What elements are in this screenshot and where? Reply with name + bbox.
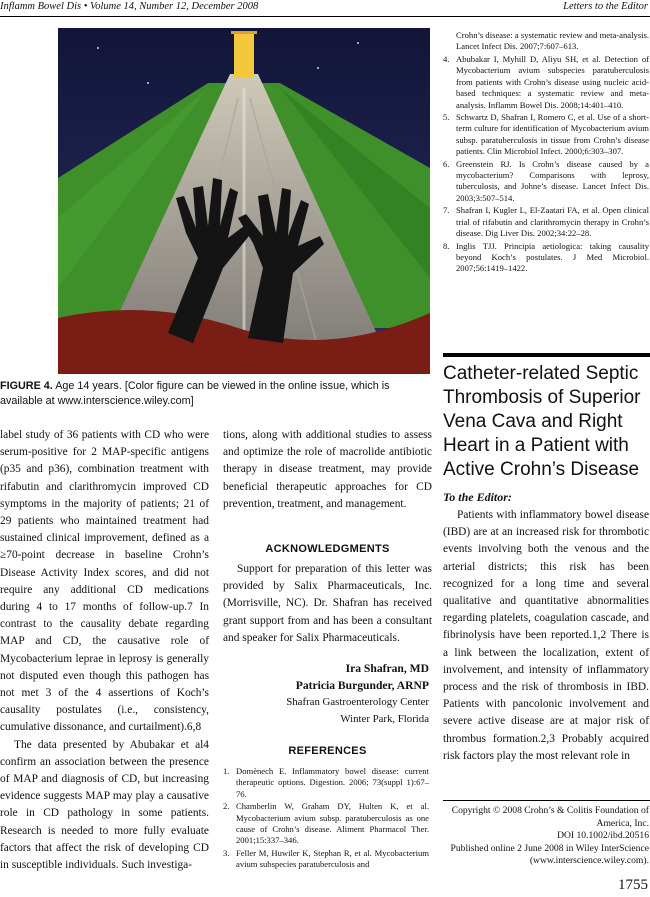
reference-item: 7. Shafran I, Kugler L, El-Zaatari FA, et al. Open clinical trial of rifabutin and clarithromycin therapy in Crohn’s disease. Dig Liver Dis. 2002;34:22–28. [443, 205, 649, 239]
reference-item: 6. Greenstein RJ. Is Crohn’s disease caused by a mycobacterium? Comparisons with leprosy, tuberculosis, and Johne’s disease. Lancet Infect Dis. 2003;3:507–514. [443, 158, 649, 203]
copyright-line: Copyright © 2008 Crohn’s & Colitis Foundation of America, Inc. [451, 805, 649, 829]
running-header-right: Letters to the Editor [563, 1, 648, 12]
article-title-rule [443, 353, 650, 357]
references-continued: Crohn’s disease: a systematic review and meta-analysis. Lancet Infect Dis. 2007;7:607–613. [456, 30, 649, 52]
author-1: Ira Shafran, MD [345, 662, 429, 675]
affiliation-2: Winter Park, Florida [340, 713, 429, 725]
to-the-editor: To the Editor: [443, 490, 512, 504]
figure-caption-text: Age 14 years. [Color figure can be viewed in the online issue, which is available at www.interscience.wiley.com] [0, 380, 390, 407]
reference-item: 3. Feller M, Huwiler K, Stephan R, et al. Mycobacterium avium subspecies paratuberculosis and [223, 847, 429, 870]
references-heading: REFERENCES [288, 745, 367, 757]
reference-item: 4. Abubakar I, Myhill D, Aliyu SH, et al. Detection of Mycobacterium avium subspecies paratuberculosis from patients with Crohn’s disease using nucleic acid-based techniques: a systematic review and meta-analysis. Inflamm Bowel Dis. 2008;14:401–410. [443, 54, 649, 110]
col1-paragraph-1: label study of 36 patients with CD who were serum-positive for 2 MAP-specific antigens (p35 and p36), combination treatment with rifabutin and clarithromycin improved CD symptoms in the majority of patients; 21 of 29 patients who maintained treatment had sustained clinical improvement, defined as a ≥70-point decrease in baseline Crohn’s Disease Activity Index scores, and did not require any additional CD medications during 4 to 17 months of follow-up.7 In contrast to the causality debate regarding MAP and CD, the causative role of Mycobacterium leprae in leprosy is generally not disputed even though this pathogen has not met 3 of the 4 assertions of Koch’s causality postulates (i.e., consistency, cumulative dissonance, and curtailment).6,8 [0, 429, 209, 734]
col3-paragraph-1: Patients with inflammatory bowel disease (IBD) are at an increased risk for thrombotic events involving both the venous and the arterial districts; this risk has been recognized for a long time and several qualitative and quantitative abnormalities regarding platelets, coagulation cascade, and fibrinolysis have been reported.1,2 There is a link between the localization, extent of involvement, and intensity of inflammatory process and the risk of thrombosis in IBD. Patients with pancolonic involvement and severe active disease are at major risk of thrombus formation.2,3 Probably acquired risk factors play the most relevant role in [443, 509, 649, 762]
reference-item: 5. Schwartz D, Shafran I, Romero C, et al. Use of a short-term culture for identification of Mycobacterium avium subsp. paratuberculosis in tissue from Crohn’s disease patients. Clin Microbiol Infect. 2000;6:303–307. [443, 112, 649, 157]
references-list-1 [223, 766, 429, 872]
author-2: Patricia Burgunder, ARNP [295, 679, 429, 692]
col1-paragraph-2: The data presented by Abubakar et al4 confirm an association between the presence of MAP and diagnosis of CD, but increasing evidence suggests MAP may play a causative role in CD pathology in some patients. Research is needed to more fully evaluate factors that affect the risk of developing CD in susceptible individuals. Such investiga- [0, 738, 209, 872]
figure-caption [0, 379, 432, 408]
column-1 [0, 427, 209, 874]
copyright-rule [443, 800, 650, 801]
published-online-line: Published online 2 June 2008 in Wiley InterScience (www.interscience.wiley.com). [450, 842, 649, 866]
doi-line: DOI 10.1002/ibd.20516 [557, 830, 649, 841]
running-header-left: Inflamm Bowel Dis • Volume 14, Number 12, December 2008 [0, 1, 259, 12]
affiliation-1: Shafran Gastroenterology Center [286, 696, 429, 708]
col2-paragraph-1: tions, along with additional studies to assess and optimize the role of macrolide antibiotic therapy in disease treatment, may provide beneficial therapeutic approaches for CD prevention, treatment, and management. [223, 429, 432, 510]
page-number: 1755 [618, 877, 648, 893]
reference-item: 8. Inglis TJJ. Principia aetiologica: taking causality beyond Koch’s postulates. J Med Microbiol. 2007;56:1419–1422. [443, 240, 649, 274]
reference-item: 1. Domènech E. Inflammatory bowel disease: current therapeutic options. Digestion. 2006; 73(suppl 1):67–76. [223, 766, 429, 799]
lit-doorway [234, 34, 254, 78]
article-title: Catheter-related Septic Thrombosis of Superior Vena Cava and Right Heart in a Patient with Active Crohn’s Disease [443, 363, 641, 480]
column-2 [223, 427, 432, 513]
header-rule [0, 16, 650, 17]
references-list-2 [443, 54, 649, 276]
acknowledgments-heading: ACKNOWLEDGMENTS [265, 543, 390, 555]
copyright-block [443, 805, 649, 868]
figure-4-painting [58, 28, 430, 374]
figure-label: FIGURE 4. [0, 380, 53, 392]
acknowledgments-text: Support for preparation of this letter was provided by Salix Pharmaceuticals, Inc. (Morrisville, NC). Dr. Shafran has received grant support from and has been a consultant and speaker for Salix Pharmaceuticals. [223, 563, 432, 644]
reference-item: 2. Chamberlin W, Graham DY, Hulten K, et al. Mycobacterium avium subsp. paratuberculosis as one cause of Crohn’s disease. Aliment Pharmacol Ther. 2001;15:337–346. [223, 801, 429, 846]
signature-block [223, 660, 429, 728]
column-3-body [443, 507, 649, 765]
